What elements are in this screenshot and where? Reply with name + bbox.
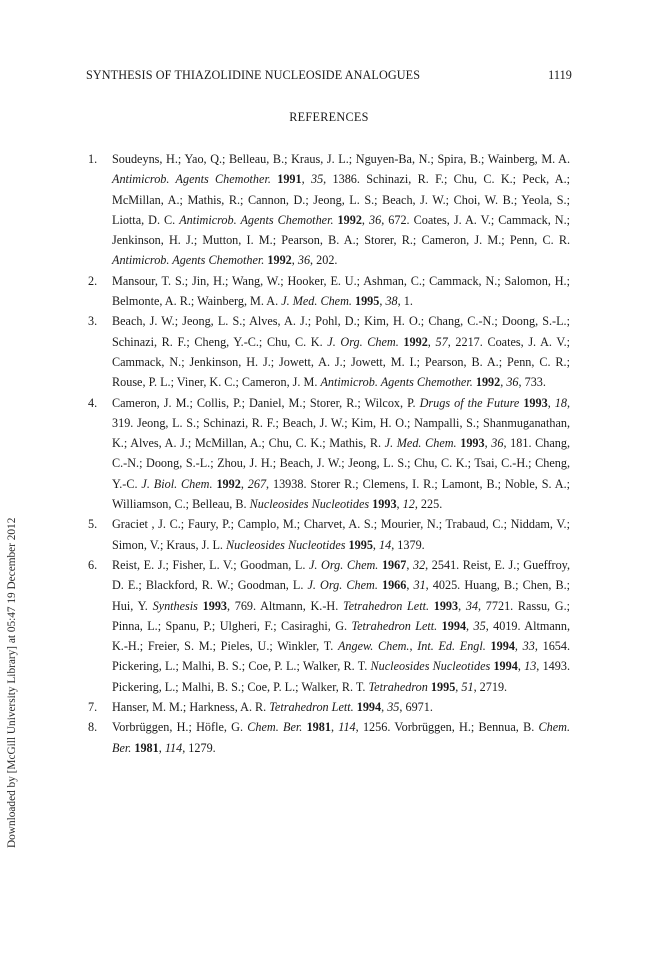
reference-number: 3.: [88, 314, 98, 329]
reference-text: Graciet , J. C.; Faury, P.; Camplo, M.; Charvet, A. S.; Mourier, N.; Trabaud, C.; Niddam, V.; Simon, V.; Kraus, J. L. Nucleosides Nucleotides 1995, 14, 1379.: [112, 517, 570, 552]
reference-text: Beach, J. W.; Jeong, L. S.; Alves, A. J.; Pohl, D.; Kim, H. O.; Chang, C.-N.; Doong, S.-L.; Schinazi, R. F.; Cheng, Y.-C.; Chu, C. K. J. Org. Chem. 1992, 57, 2217. Coates, J. A. V.; Cammack, N.; Jenkinson, H. J.; Jowett, A. J.; Jowett, M. I.; Pearson, B. A.; Penn, C. R.; Rouse, P. L.; Viner, K. C.; Cameron, J. M. Antimicrob. Agents Chemother. 1992, 36, 733.: [112, 314, 571, 390]
reference-item: [82, 393, 570, 515]
reference-item: [82, 311, 570, 392]
page-number: 1119: [548, 68, 572, 82]
reference-number: 7.: [88, 700, 98, 715]
download-watermark-text: Downloaded by [McGill University Library] at 05:47 19 December 2012: [6, 517, 18, 848]
reference-item: [82, 555, 570, 697]
reference-item: [82, 514, 570, 555]
reference-list: [82, 149, 570, 758]
reference-text: Soudeyns, H.; Yao, Q.; Belleau, B.; Kraus, J. L.; Nguyen-Ba, N.; Spira, B.; Wainberg, M. A. Antimicrob. Agents Chemother. 1991, 35, 1386. Schinazi, R. F.; Chu, C. K.; Peck, A.; McMillan, A.; Mathis, R.; Cannon, D.; Jeong, L. S.; Beach, J. W.; Choi, W. B.; Yeola, S.; Liotta, D. C. Antimicrob. Agents Chemother. 1992, 36, 672. Coates, J. A. V.; Cammack, N.; Jenkinson, H. J.; Mutton, I. M.; Pearson, B. A.; Storer, R.; Cameron, J. M.; Penn, C. R. Antimicrob. Agents Chemother. 1992, 36, 202.: [112, 152, 571, 268]
reference-text: Cameron, J. M.; Collis, P.; Daniel, M.; Storer, R.; Wilcox, P. Drugs of the Future 1993, 18, 319. Jeong, L. S.; Schinazi, R. F.; Beach, J. W.; Kim, H. O.; Nampalli, S.; Shanmuganathan, K.; Alves, A. J.; McMillan, A.; Chu, C. K.; Mathis, R. J. Med. Chem. 1993, 36, 181. Chang, C.-N.; Doong, S.-L.; Zhou, J. H.; Beach, J. W.; Jeong, L. S.; Chu, C. K.; Tsai, C.-H.; Cheng, Y.-C. J. Biol. Chem. 1992, 267, 13938. Storer R.; Clemens, I. R.; Lamont, B.; Noble, S. A.; Williamson, C.; Belleau, B. Nucleosides Nucleotides 1993, 12, 225.: [112, 395, 571, 512]
reference-number: 8.: [88, 720, 98, 735]
running-head-title: SYNTHESIS OF THIAZOLIDINE NUCLEOSIDE ANALOGUES: [86, 68, 421, 82]
reference-number: 1.: [88, 152, 98, 166]
reference-item: [82, 697, 570, 717]
references-heading: REFERENCES: [289, 110, 369, 124]
running-head: [86, 68, 572, 86]
reference-number: 5.: [88, 517, 98, 532]
reference-text: Vorbrüggen, H.; Höfle, G. Chem. Ber. 1981, 114, 1256. Vorbrüggen, H.; Bennua, B. Chem. Ber. 1981, 114, 1279.: [112, 720, 570, 755]
reference-item: [82, 271, 570, 312]
download-watermark: [6, 0, 30, 959]
reference-text: Mansour, T. S.; Jin, H.; Wang, W.; Hooker, E. U.; Ashman, C.; Cammack, N.; Salomon, H.; Belmonte, A. R.; Wainberg, M. A. J. Med. Chem. 1995, 38, 1.: [112, 273, 570, 309]
reference-item: [82, 149, 570, 271]
reference-text: Hanser, M. M.; Harkness, A. R. Tetrahedron Lett. 1994, 35, 6971.: [112, 700, 433, 715]
reference-number: 2.: [88, 273, 98, 288]
reference-number: 6.: [88, 557, 98, 572]
reference-text: Reist, E. J.; Fisher, L. V.; Goodman, L. J. Org. Chem. 1967, 32, 2541. Reist, E. J.; Gueffroy, D. E.; Blackford, R. W.; Goodman, L. J. Org. Chem. 1966, 31, 4025. Huang, B.; Chen, B.; Hui, Y. Synthesis 1993, 769. Altmann, K.-H. Tetrahedron Lett. 1993, 34, 7721. Rassu, G.; Pinna, L.; Spanu, P.; Ulgheri, F.; Casiraghi, G. Tetrahedron Lett. 1994, 35, 4019. Altmann, K.-H.; Freier, S. M.; Pieles, U.; Winkler, T. Angew. Chem., Int. Ed. Engl. 1994, 33, 1654. Pickering, L.; Malhi, B. S.; Coe, P. L.; Walker, R. T. Nucleosides Nucleotides 1994, 13, 1493. Pickering, L.; Malhi, B. S.; Coe, P. L.; Walker, R. T. Tetrahedron 1995, 51, 2719.: [112, 557, 571, 694]
reference-number: 4.: [88, 395, 98, 410]
reference-item: [82, 717, 570, 758]
